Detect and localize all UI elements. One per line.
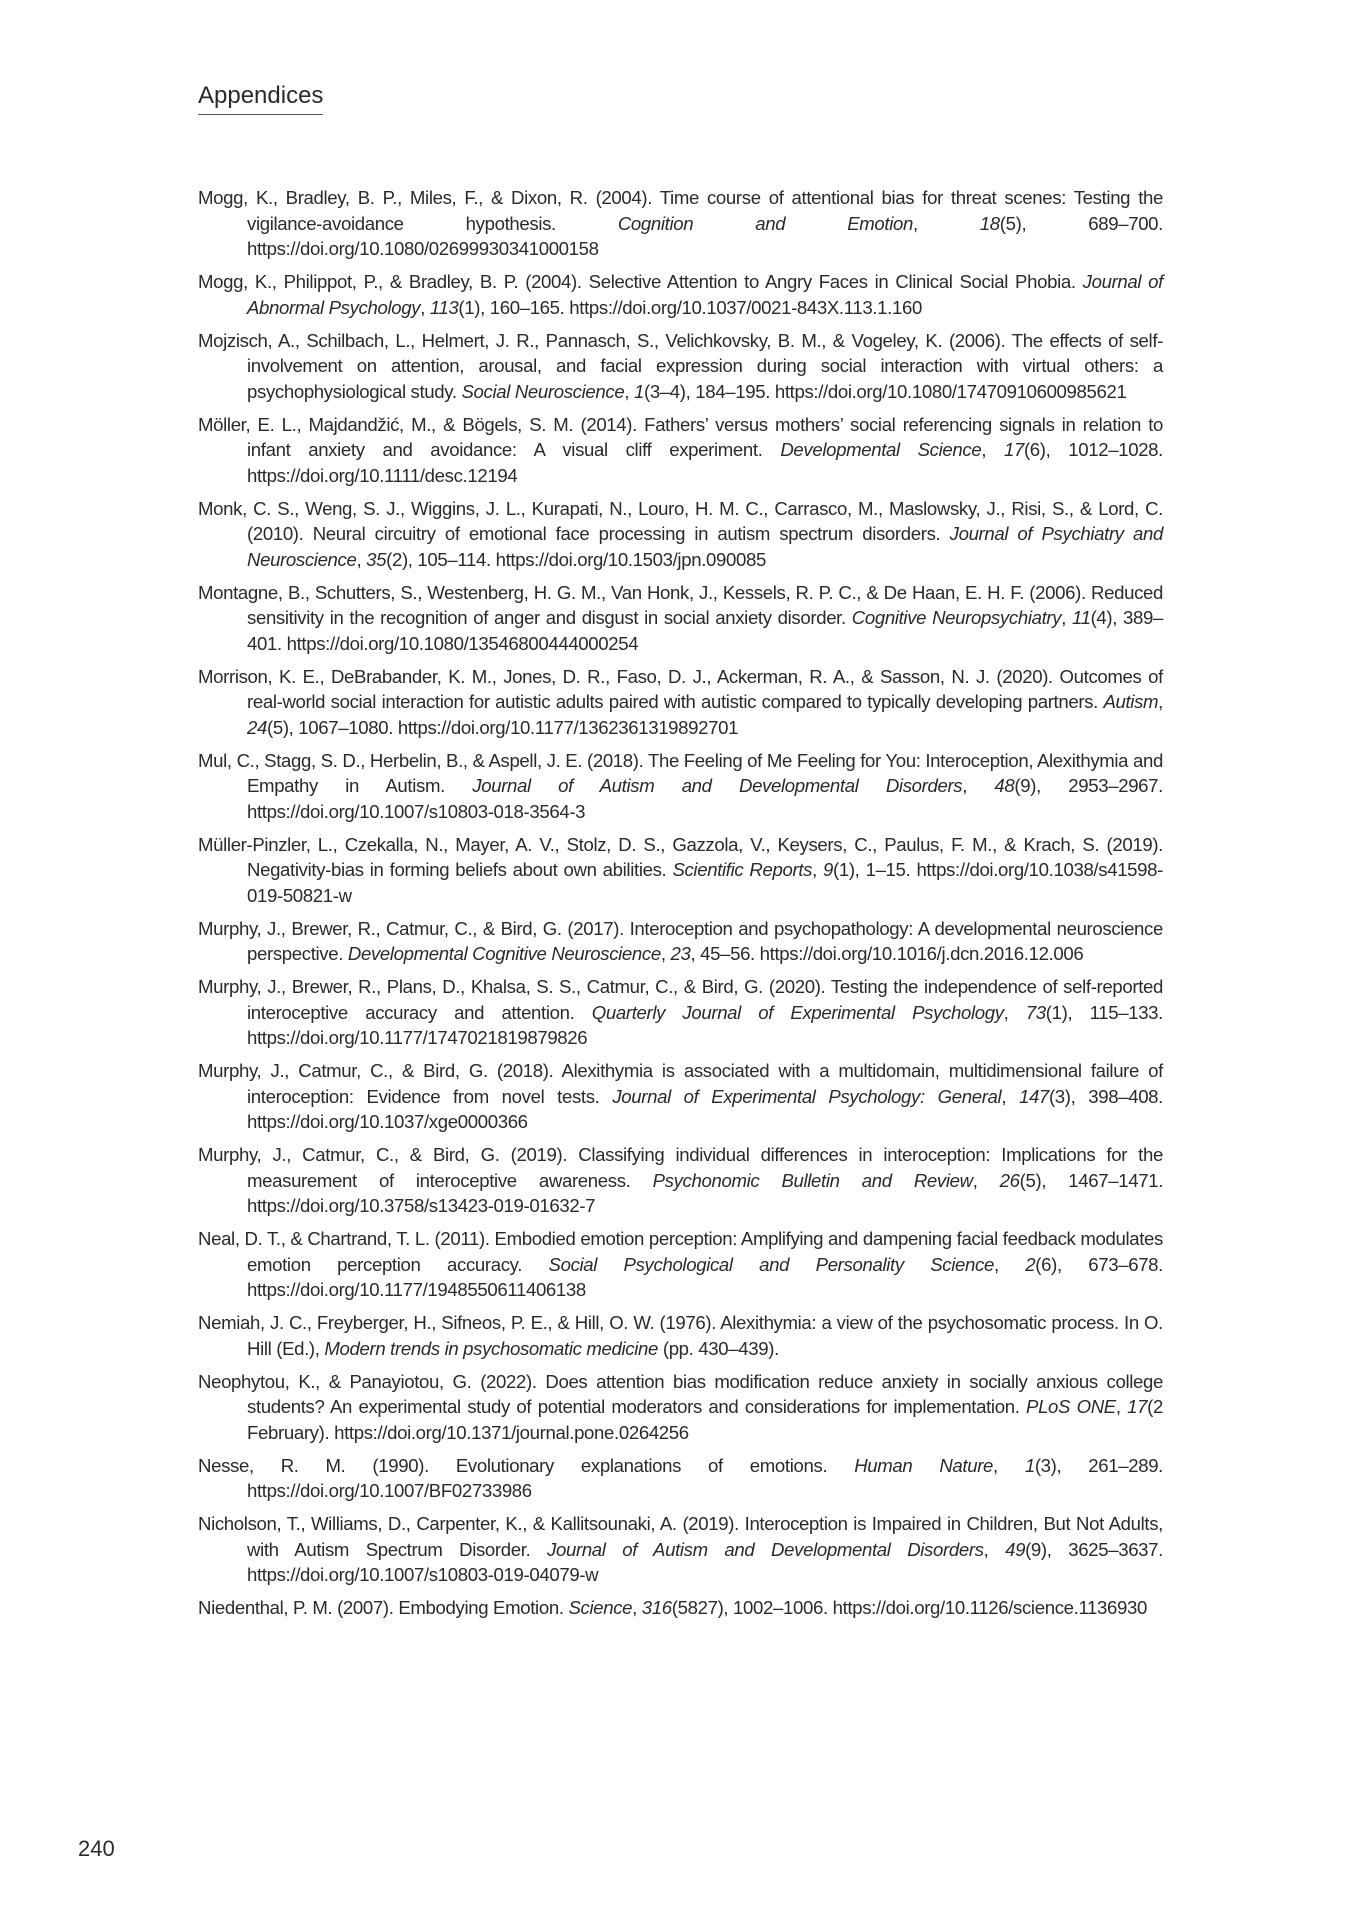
reference-authors-title: Neal, D. T., & Chartrand, T. L. (2011). Embodied emotion perception: Amplifying and dampening facial feedback modulates emotion perception accuracy. [198, 1228, 1163, 1275]
reference-details: (5), 689–700. https://doi.org/10.1080/02699930341000158 [247, 212, 1163, 259]
reference-source: Journal of Experimental Psychology: General [612, 1085, 1002, 1107]
reference-volume: 17 [1127, 1396, 1148, 1417]
reference-separator: , [812, 859, 823, 880]
reference-source: Psychonomic Bulletin and Review [652, 1169, 973, 1191]
reference-entry [198, 580, 1163, 657]
reference-details: (2 February). https://doi.org/10.1371/journal.pone.0264256 [247, 1396, 1163, 1443]
reference-volume: 23 [670, 943, 691, 964]
reference-authors-title: Möller, E. L., Majdandžić, M., & Bögels, S. M. (2014). Fathers’ versus mothers’ social referencing signals in relation to infant anxiety and avoidance: A visual cliff experiment. [198, 413, 1163, 460]
reference-details: , 45–56. https://doi.org/10.1016/j.dcn.2016.12.006 [690, 943, 1084, 964]
reference-volume: 2 [1025, 1253, 1036, 1275]
reference-details: (2), 105–114. https://doi.org/10.1503/jpn.090085 [386, 548, 766, 570]
reference-details: (4), 389–401. https://doi.org/10.1080/13546800444000254 [247, 607, 1164, 654]
reference-authors-title: Neophytou, K., & Panayiotou, G. (2022). Does attention bias modification reduce anxiety in socially anxious college students? An experimental study of potential moderators and considerations for implementation. [198, 1370, 1163, 1417]
reference-source: Scientific Reports [672, 859, 813, 880]
reference-authors-title: Montagne, B., Schutters, S., Westenberg, H. G. M., Van Honk, J., Kessels, R. P. C., & De Haan, E. H. F. (2006). Reduced sensitivity in the recognition of anger and disgust in social anxiety disorder. [198, 581, 1163, 628]
reference-entry [198, 748, 1163, 825]
reference-volume: 48 [994, 775, 1015, 796]
reference-authors-title: Murphy, J., Brewer, R., Catmur, C., & Bird, G. (2017). Interoception and psychopathology: A developmental neuroscience perspective. [198, 917, 1163, 964]
reference-separator: , [962, 775, 995, 796]
reference-separator: , [1003, 1001, 1026, 1023]
reference-volume: 73 [1025, 1001, 1046, 1023]
reference-entry [198, 269, 1163, 320]
reference-details: (3), 398–408. https://doi.org/10.1037/xge0000366 [247, 1085, 1163, 1132]
reference-separator: , [1158, 691, 1163, 712]
reference-separator: , [1001, 1085, 1019, 1107]
reference-details: (1), 1–15. https://doi.org/10.1038/s41598-019-50821-w [247, 859, 1163, 906]
reference-details: (3–4), 184–195. https://doi.org/10.1080/17470910600985621 [643, 380, 1127, 402]
reference-authors-title: Nemiah, J. C., Freyberger, H., Sifneos, P. E., & Hill, O. W. (1976). Alexithymia: a view of the psychosomatic process. In O. Hill (Ed.), [198, 1312, 1163, 1359]
reference-volume: 9 [823, 859, 833, 880]
reference-entry [198, 328, 1163, 405]
reference-authors-title: Mul, C., Stagg, S. D., Herbelin, B., & Aspell, J. E. (2018). The Feeling of Me Feeling for You: Interoception, Alexithymia and Empathy in Autism. [198, 749, 1163, 796]
reference-authors-title: Mogg, K., Philippot, P., & Bradley, B. P. (2004). Selective Attention to Angry Faces in Clinical Social Phobia. [198, 271, 1083, 292]
reference-source: PLoS ONE [1026, 1396, 1116, 1417]
reference-volume: 1 [633, 380, 644, 402]
reference-authors-title: Nesse, R. M. (1990). Evolutionary explanations of emotions. [198, 1454, 855, 1476]
reference-entry [198, 1595, 1163, 1621]
reference-entry [198, 185, 1163, 262]
reference-volume: 17 [1003, 439, 1024, 460]
reference-source: Journal of Abnormal Psychology [247, 271, 1163, 318]
reference-list [198, 185, 1163, 1628]
reference-volume: 147 [1018, 1085, 1049, 1107]
reference-separator: , [993, 1454, 1025, 1476]
reference-details: (6), 1012–1028. https://doi.org/10.1111/desc.12194 [247, 439, 1163, 486]
reference-entry [198, 832, 1163, 909]
reference-separator: , [972, 1169, 1000, 1191]
reference-entry [198, 916, 1163, 967]
running-header: Appendices [198, 82, 323, 115]
reference-separator: , [660, 943, 671, 964]
reference-entry [198, 664, 1163, 741]
reference-volume: 18 [979, 212, 1000, 234]
reference-entry [198, 1226, 1163, 1303]
reference-authors-title: Murphy, J., Catmur, C., & Bird, G. (2019). Classifying individual differences in interoception: Implications for the measurement of interoceptive awareness. [198, 1144, 1163, 1191]
reference-authors-title: Nicholson, T., Williams, D., Carpenter, K., & Kallitsounaki, A. (2019). Interoception is Impaired in Children, But Not Adults, with Autism Spectrum Disorder. [198, 1513, 1163, 1560]
reference-authors-title: Morrison, K. E., DeBrabander, K. M., Jones, D. R., Faso, D. J., Ackerman, R. A., & Sasson, N. J. (2020). Outcomes of real-world social interaction for autistic adults paired with autistic compared to typically developing partners. [198, 665, 1163, 712]
reference-details: (6), 673–678. https://doi.org/10.1177/1948550611406138 [247, 1253, 1163, 1300]
reference-volume: 113 [429, 296, 459, 318]
reference-volume: 11 [1071, 607, 1091, 628]
reference-source: Journal of Autism and Developmental Disorders [547, 1538, 984, 1560]
reference-volume: 1 [1024, 1454, 1035, 1476]
reference-details: (5), 1067–1080. https://doi.org/10.1177/1362361319892701 [266, 716, 739, 738]
reference-source: Social Psychological and Personality Science [548, 1253, 994, 1275]
reference-volume: 316 [641, 1597, 672, 1618]
reference-entry [198, 1310, 1163, 1361]
reference-entry [198, 1453, 1163, 1504]
reference-authors-title: Murphy, J., Brewer, R., Plans, D., Khalsa, S. S., Catmur, C., & Bird, G. (2020). Testing the independence of self-reported interoceptive accuracy and attention. [198, 976, 1163, 1023]
reference-volume: 35 [366, 548, 387, 570]
reference-separator: , [420, 296, 430, 318]
reference-authors-title: Murphy, J., Catmur, C., & Bird, G. (2018). Alexithymia is associated with a multidomain, multidimensional failure of interoception: Evidence from novel tests. [198, 1060, 1163, 1107]
reference-details: (3), 261–289. https://doi.org/10.1007/BF02733986 [247, 1454, 1163, 1501]
reference-source: Developmental Science [780, 439, 982, 460]
reference-source: Social Neuroscience [461, 380, 625, 402]
reference-separator: , [624, 380, 634, 402]
reference-source: Cognition and Emotion [617, 212, 913, 234]
reference-source: Journal of Psychiatry and Neuroscience [247, 523, 1163, 570]
reference-separator: , [993, 1253, 1026, 1275]
reference-separator: , [632, 1597, 642, 1618]
reference-authors-title: Monk, C. S., Weng, S. J., Wiggins, J. L., Kurapati, N., Louro, H. M. C., Carrasco, M., Maslowsky, J., Risi, S., & Lord, C. (2010). Neural circuitry of emotional face processing in autism spectrum disorders. [198, 497, 1163, 544]
reference-entry [198, 412, 1163, 489]
reference-source: Human Nature [854, 1454, 994, 1476]
reference-entry [198, 1058, 1163, 1135]
reference-separator: , [1115, 1396, 1128, 1417]
reference-entry [198, 974, 1163, 1051]
reference-source: Quarterly Journal of Experimental Psychology [591, 1001, 1004, 1023]
reference-authors-title: Niedenthal, P. M. (2007). Embodying Emotion. [198, 1597, 569, 1618]
reference-volume: 24 [247, 716, 267, 738]
reference-details: (pp. 430–439). [658, 1337, 779, 1359]
reference-authors-title: Mojzisch, A., Schilbach, L., Helmert, J. R., Pannasch, S., Velichkovsky, B. M., & Vogeley, K. (2006). The effects of self-involvement on attention, arousal, and facial expression during social interaction with virtual others: a psychophysiological study. [198, 329, 1163, 402]
reference-entry [198, 1142, 1163, 1219]
reference-details: (5), 1467–1471. https://doi.org/10.3758/s13423-019-01632-7 [247, 1169, 1164, 1216]
reference-source: Cognitive Neuropsychiatry [851, 607, 1062, 628]
reference-source: Journal of Autism and Developmental Disorders [472, 775, 963, 796]
reference-volume: 49 [1005, 1538, 1026, 1560]
reference-separator: , [981, 439, 1004, 460]
reference-source: Autism [1103, 691, 1159, 712]
reference-details: (9), 3625–3637. https://doi.org/10.1007/s10803-019-04079-w [247, 1538, 1163, 1585]
reference-volume: 26 [999, 1169, 1020, 1191]
reference-source: Developmental Cognitive Neuroscience [347, 943, 661, 964]
reference-details: (1), 160–165. https://doi.org/10.1037/0021-843X.113.1.160 [458, 296, 922, 318]
reference-entry [198, 1369, 1163, 1446]
reference-authors-title: Mogg, K., Bradley, B. P., Miles, F., & Dixon, R. (2004). Time course of attentional bias for threat scenes: Testing the vigilance-avoidance hypothesis. [198, 187, 1163, 234]
reference-separator: , [1061, 607, 1072, 628]
reference-authors-title: Müller-Pinzler, L., Czekalla, N., Mayer, A. V., Stolz, D. S., Gazzola, V., Keysers, C., Paulus, F. M., & Krach, S. (2019). Negativity-bias in forming beliefs about own abilities. [198, 833, 1163, 880]
reference-entry [198, 1511, 1163, 1588]
page-number: 240 [78, 1836, 115, 1861]
reference-source: Modern trends in psychosomatic medicine [324, 1337, 659, 1359]
reference-details: (1), 115–133. https://doi.org/10.1177/1747021819879826 [247, 1001, 1163, 1048]
reference-separator: , [356, 548, 367, 570]
reference-details: (9), 2953–2967. https://doi.org/10.1007/s10803-018-3564-3 [247, 775, 1163, 822]
reference-separator: , [983, 1538, 1006, 1560]
reference-details: (5827), 1002–1006. https://doi.org/10.1126/science.1136930 [671, 1597, 1148, 1618]
reference-entry [198, 496, 1163, 573]
reference-separator: , [912, 212, 980, 234]
reference-source: Science [568, 1597, 633, 1618]
